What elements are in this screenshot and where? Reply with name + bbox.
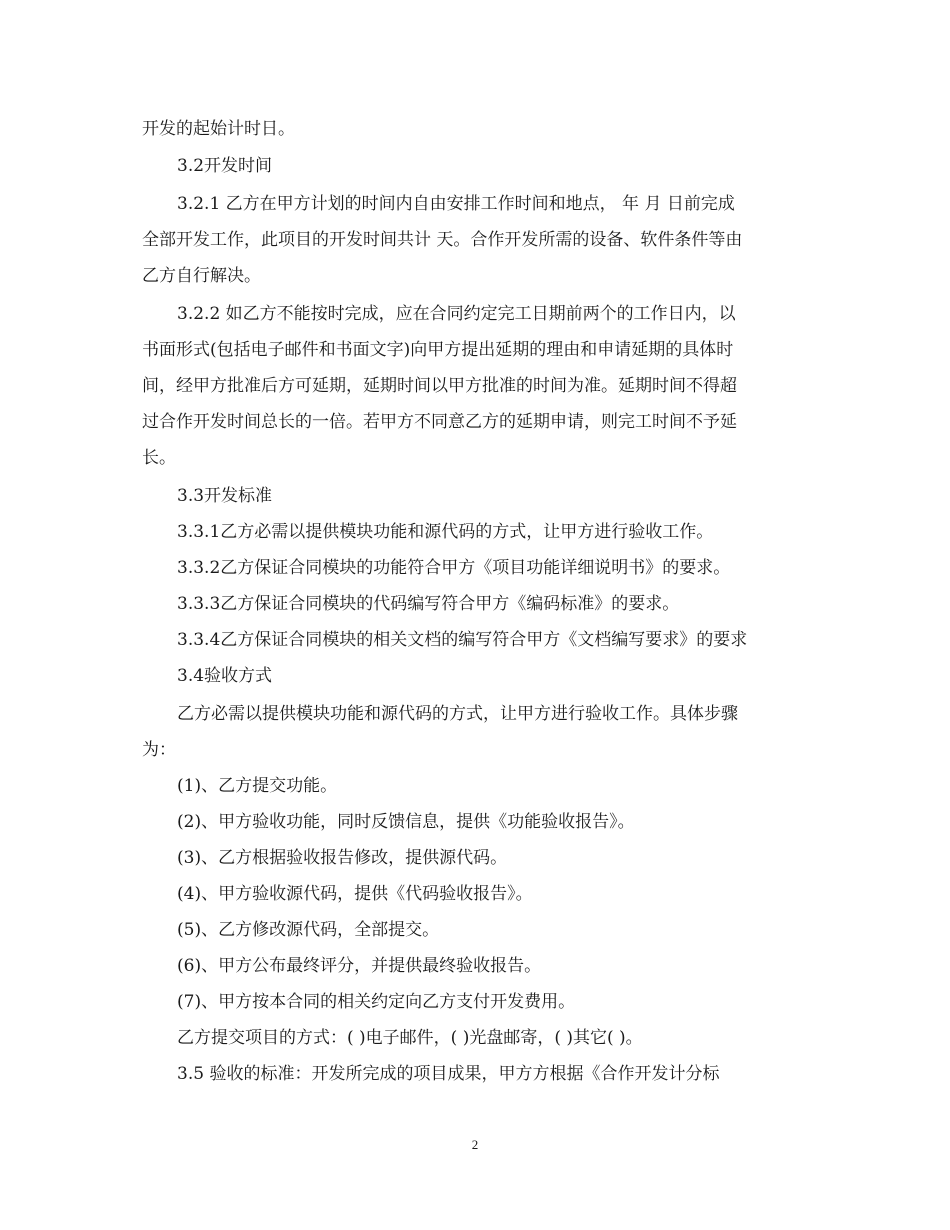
section-heading: 3.2开发时间 bbox=[177, 156, 273, 176]
text-line: 3.3.2乙方保证合同模块的功能符合甲方《项目功能详细说明书》的要求。 bbox=[177, 558, 731, 578]
text-line: 过合作开发时间总长的一倍。若甲方不同意乙方的延期申请，则完工时间不予延 bbox=[142, 412, 737, 432]
text-line: 乙方必需以提供模块功能和源代码的方式，让甲方进行验收工作。具体步骤 bbox=[177, 704, 738, 724]
text-line: 3.3.4乙方保证合同模块的相关文档的编写符合甲方《文档编写要求》的要求 bbox=[177, 630, 748, 650]
list-item: (1)、乙方提交功能。 bbox=[177, 776, 338, 796]
text-line: 3.3.3乙方保证合同模块的代码编写符合甲方《编码标准》的要求。 bbox=[177, 594, 680, 614]
section-heading: 3.3开发标准 bbox=[177, 486, 273, 506]
list-item: (2)、甲方验收功能，同时反馈信息，提供《功能验收报告》。 bbox=[177, 812, 635, 832]
list-item: (7)、甲方按本合同的相关约定向乙方支付开发费用。 bbox=[177, 992, 576, 1012]
list-item: (3)、乙方根据验收报告修改，提供源代码。 bbox=[177, 848, 508, 868]
list-item: (4)、甲方验收源代码，提供《代码验收报告》。 bbox=[177, 884, 533, 904]
text-line: 为： bbox=[142, 740, 176, 760]
text-line: 长。 bbox=[142, 448, 176, 468]
text-line: 3.2.1 乙方在甲方计划的时间内自由安排工作时间和地点， 年 月 日前完成 bbox=[177, 194, 735, 214]
text-line: 3.5 验收的标准：开发所完成的项目成果，甲方方根据《合作开发计分标 bbox=[177, 1064, 720, 1084]
text-line: 乙方自行解决。 bbox=[142, 266, 261, 286]
text-line: 书面形式(包括电子邮件和书面文字)向甲方提出延期的理由和申请延期的具体时 bbox=[142, 340, 734, 360]
text-line: 间，经甲方批准后方可延期，延期时间以甲方批准的时间为准。延期时间不得超 bbox=[142, 376, 737, 396]
list-item: (5)、乙方修改源代码，全部提交。 bbox=[177, 920, 440, 940]
text-line: 开发的起始计时日。 bbox=[142, 119, 295, 139]
text-line: 乙方提交项目的方式：( )电子邮件，( )光盘邮寄，( )其它( )。 bbox=[177, 1028, 643, 1048]
text-line: 3.2.2 如乙方不能按时完成，应在合同约定完工日期前两个的工作日内，以 bbox=[177, 304, 736, 324]
text-line: 3.3.1乙方必需以提供模块功能和源代码的方式，让甲方进行验收工作。 bbox=[177, 522, 714, 542]
section-heading: 3.4验收方式 bbox=[177, 666, 273, 686]
page-number: 2 bbox=[471, 1137, 479, 1152]
list-item: (6)、甲方公布最终评分，并提供最终验收报告。 bbox=[177, 956, 542, 976]
text-line: 全部开发工作，此项目的开发时间共计 天。合作开发所需的设备、软件条件等由 bbox=[142, 230, 743, 250]
